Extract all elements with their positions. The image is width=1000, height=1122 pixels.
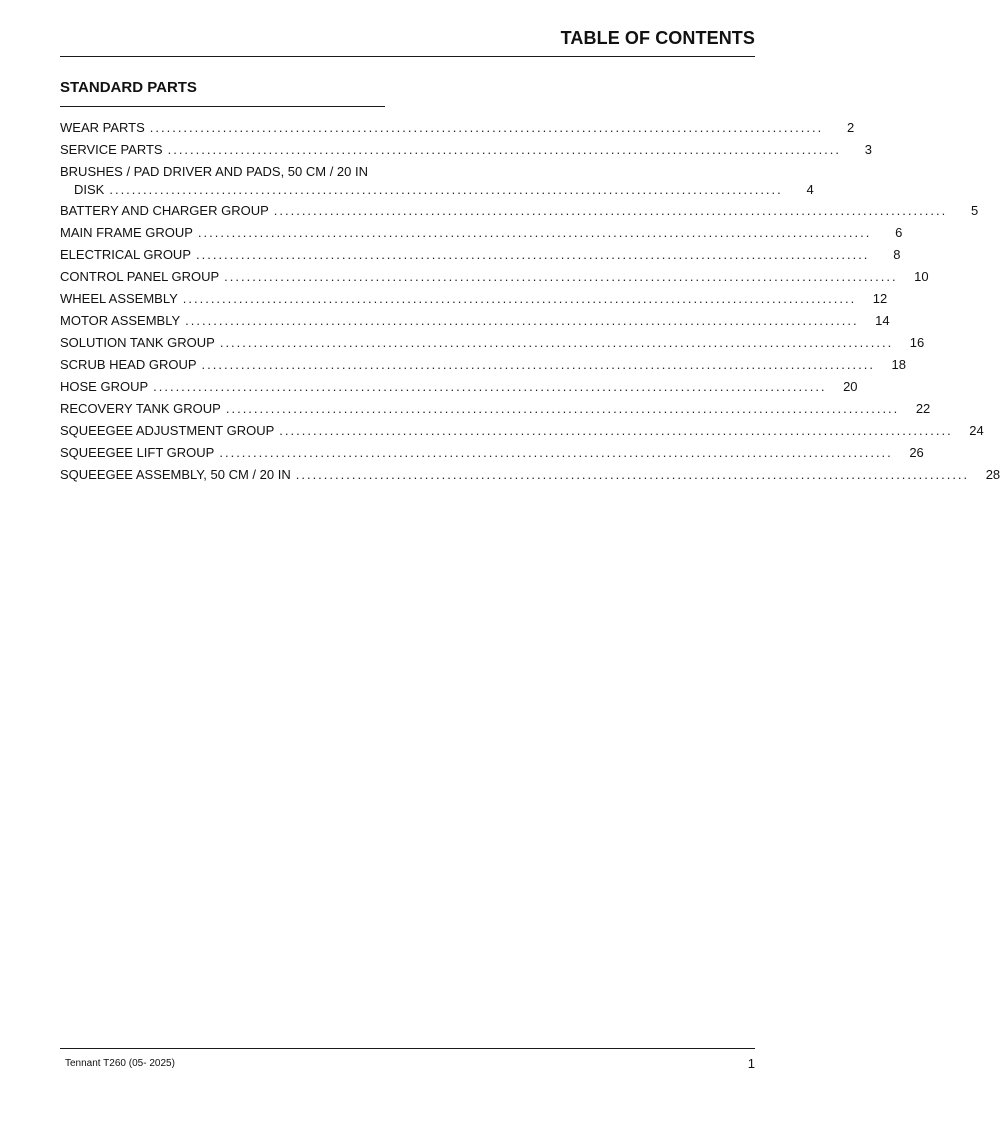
toc-entry-scrub-head[interactable] [60,356,906,374]
page-title: TABLE OF CONTENTS [560,28,755,48]
dot-leader: ........................................................................................................................ [295,467,970,482]
toc-entry-page: 10 [914,269,929,284]
toc-entry-label: SERVICE PARTS [60,142,163,157]
toc-entry-label-continued: DISK [74,182,105,197]
dot-leader: ........................................................................................................................ [201,357,875,372]
toc-entry-page: 4 [806,182,814,197]
toc-entry-brushes-pad-driver[interactable] [60,163,814,199]
dot-leader: ........................................................................................................................ [219,445,893,460]
toc-entry-hose-group[interactable] [60,378,858,396]
dot-leader: ........................................................................................................................ [196,247,870,262]
toc-entry-motor-assembly[interactable] [60,312,890,330]
toc-entry-page: 28 [985,467,1000,482]
dot-leader: ........................................................................................................................ [185,313,859,328]
dot-leader: ........................................................................................................................ [153,379,827,394]
toc-entry-label: HOSE GROUP [60,379,149,394]
toc-entry-label: RECOVERY TANK GROUP [60,401,221,416]
toc-entry-electrical[interactable] [60,246,901,264]
toc-entry-label: MOTOR ASSEMBLY [60,313,181,328]
toc-entry-label: BATTERY AND CHARGER GROUP [60,203,269,218]
toc-entry-recovery-tank[interactable] [60,400,931,418]
dot-leader: ........................................................................................................................ [279,423,953,438]
dot-leader: ........................................................................................................................ [109,182,783,197]
footer-page-number: 1 [747,1056,755,1071]
dot-leader: ........................................................................................................................ [225,401,900,416]
toc-entry-page: 6 [895,225,903,240]
dot-leader: ........................................................................................................................ [224,269,898,284]
toc-entry-page: 26 [909,445,924,460]
toc-entry-squeegee-lift[interactable] [60,444,924,462]
toc-entry-continuation [60,181,814,199]
toc-entry-label: CONTROL PANEL GROUP [60,269,220,284]
toc-entry-label: SQUEEGEE ASSEMBLY, 50 CM / 20 IN [60,467,291,482]
toc-entry-label: MAIN FRAME GROUP [60,225,193,240]
dot-leader: ........................................................................................................................ [149,120,824,135]
toc-entry-page: 24 [969,423,984,438]
dot-leader: ........................................................................................................................ [273,203,948,218]
toc-entry-label: ELECTRICAL GROUP [60,247,191,262]
toc-section [60,77,1000,488]
toc-entry-label: WEAR PARTS [60,120,145,135]
page-header [60,0,755,57]
toc-entry-page: 5 [970,203,979,218]
dot-leader: ........................................................................................................................ [167,142,842,157]
toc-entry-label: BRUSHES / PAD DRIVER AND PADS, 50 CM / 20 IN [60,164,368,179]
dot-leader: ........................................................................................................................ [219,335,894,350]
toc-entry-service-parts[interactable] [60,141,873,159]
toc-entry-control-panel[interactable] [60,268,929,286]
toc-entry-label: SCRUB HEAD GROUP [60,357,197,372]
toc-entry-page: 18 [891,357,906,372]
toc-entry-page: 16 [909,335,925,350]
toc-entry-page: 3 [864,142,873,157]
page-footer [60,1048,755,1071]
toc-entry-squeegee-assembly[interactable] [60,466,1000,484]
toc-entry-label: SQUEEGEE LIFT GROUP [60,445,215,460]
toc-entry-page: 12 [872,291,888,306]
toc-entry-solution-tank[interactable] [60,334,925,352]
toc-entry-wear-parts[interactable] [60,119,855,137]
dot-leader: ........................................................................................................................ [182,291,857,306]
toc-entry-battery-charger[interactable] [60,202,979,220]
toc-entry-page: 14 [875,313,890,328]
dot-leader: ........................................................................................................................ [197,225,872,240]
toc-entry-main-frame[interactable] [60,224,903,242]
toc-entry-page: 2 [846,120,855,135]
toc-entry-squeegee-adjustment[interactable] [60,422,984,440]
toc-list [60,119,1000,484]
toc-entry-page: 22 [915,401,931,416]
toc-entry-page: 20 [843,379,858,394]
toc-entry-label: WHEEL ASSEMBLY [60,291,178,306]
toc-entry-label: SOLUTION TANK GROUP [60,335,215,350]
section-title: STANDARD PARTS [60,77,385,107]
toc-entry-wheel-assembly[interactable] [60,290,888,308]
toc-entry-page: 8 [893,247,901,262]
toc-entry-label: SQUEEGEE ADJUSTMENT GROUP [60,423,275,438]
footer-document-info: Tennant T260 (05- 2025) [65,1058,175,1069]
